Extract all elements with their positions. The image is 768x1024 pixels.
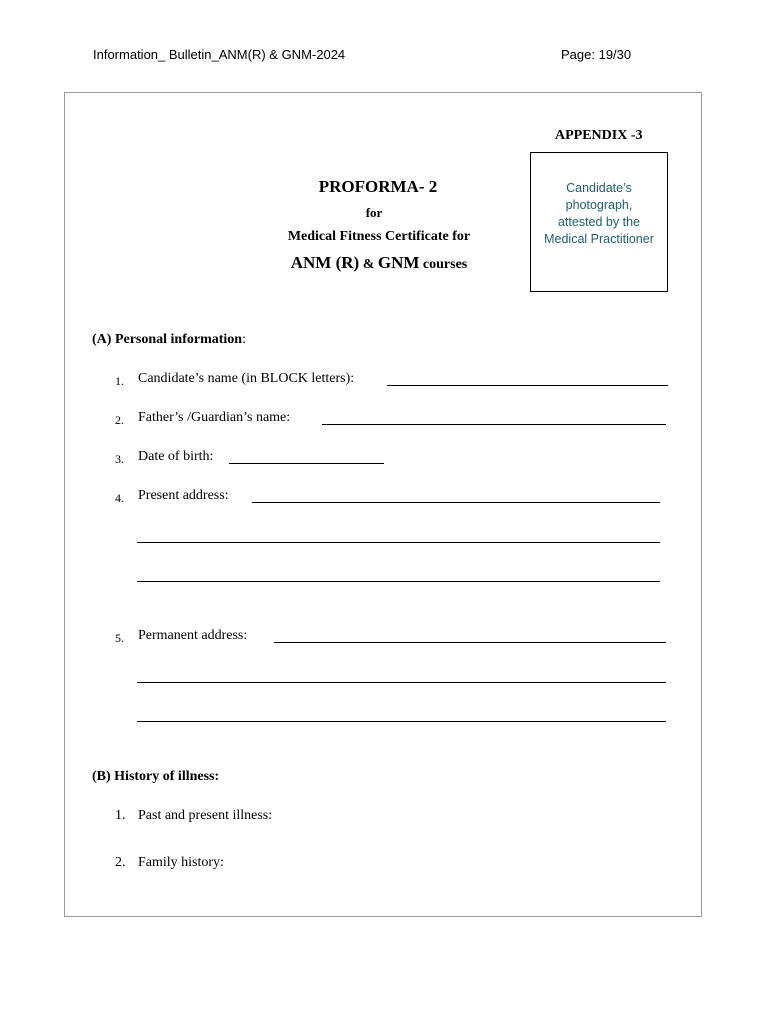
permanent-address-field[interactable] (137, 682, 666, 683)
permanent-address-label: Permanent address: (138, 628, 248, 643)
past-illness-label: Past and present illness: (138, 808, 273, 823)
page-number: Page: 19/30 (561, 47, 632, 62)
section-a-title: Personal information (114, 332, 243, 347)
photo-box-line: Candidate’s (566, 181, 632, 195)
permanent-address-field[interactable] (137, 721, 666, 722)
candidate-name-field[interactable] (387, 385, 668, 386)
section-a-prefix: (A) (92, 332, 115, 347)
section-b-heading: (B) History of illness: (92, 769, 220, 784)
guardian-name-field[interactable] (322, 424, 666, 425)
course-gnm: GNM (377, 253, 420, 272)
section-a-colon: : (242, 332, 246, 347)
family-history-label: Family history: (138, 855, 224, 870)
present-address-label: Present address: (138, 488, 229, 503)
photo-box-line: attested by the (557, 215, 640, 229)
photo-box (530, 152, 668, 292)
header-left: Information_ Bulletin_ANM(R) & GNM-2024 (93, 47, 346, 62)
item-number: 4. (115, 491, 124, 505)
present-address-field[interactable] (252, 502, 660, 503)
certificate-title: Medical Fitness Certificate for (287, 229, 471, 244)
item-number: 1. (115, 374, 124, 388)
item-number: 2. (115, 413, 124, 427)
title-for: for (365, 205, 383, 220)
courses-title (229, 253, 529, 273)
item-number: 2. (115, 855, 126, 870)
item-number: 1. (115, 808, 126, 823)
proforma-title: PROFORMA- 2 (318, 177, 438, 196)
section-a-heading (92, 332, 246, 348)
item-number: 5. (115, 631, 124, 645)
guardian-name-label: Father’s /Guardian’s name: (138, 410, 291, 425)
dob-field[interactable] (229, 463, 384, 464)
candidate-name-label: Candidate’s name (in BLOCK letters): (138, 371, 355, 386)
photo-box-line: Medical Practitioner (544, 232, 654, 246)
course-amp: & (359, 257, 378, 272)
appendix-label: APPENDIX -3 (555, 128, 643, 143)
course-anm: ANM (R) (290, 253, 360, 272)
permanent-address-field[interactable] (274, 642, 666, 643)
present-address-field[interactable] (137, 581, 660, 582)
course-word: courses (419, 257, 468, 272)
present-address-field[interactable] (137, 542, 660, 543)
dob-label: Date of birth: (138, 449, 214, 464)
item-number: 3. (115, 452, 124, 466)
photo-box-line: photograph, (565, 198, 633, 212)
